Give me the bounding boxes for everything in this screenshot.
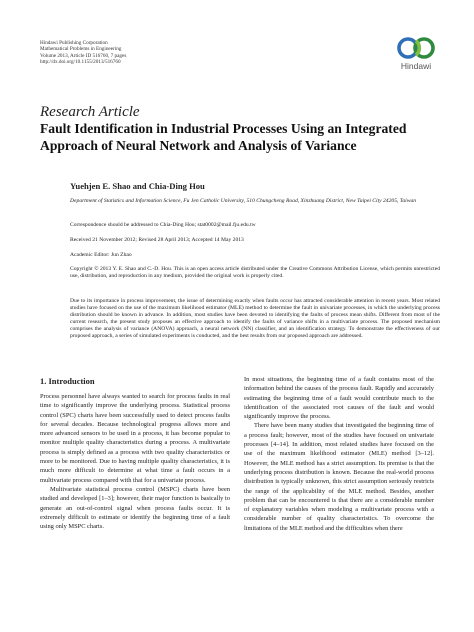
header-line: Hindawi Publishing Corporation [40,40,108,46]
paragraph: There have been many studies that investigated the beginning time of a process fault; however, most of the studies have focused on univariate processes [4–14]. In addition, most related studies have focused on the use of the maximum likelihood estimator (MLE) method [3–12]. However, the MLE method has a strict assumption. Its premise is that the underlying process distribution is known. Because the real-world process distribution is typically unknown, this strict assumption seriously restricts the range of the applicability of the MLE method. Besides, another problem that can be encountered is that there are a considerable number of explanatory variables when modeling a multivariate process with a considerable number of quality characteristics. To overcome the limitations of the MLE method and the difficulties when there [244,422,434,532]
header-line: Mathematical Problems in Engineering [40,46,122,53]
paragraph: Multivariate statistical process control (MSPC) charts have been studied and developed [1–3]; however, their major function is basically to generate an out-of-control signal when process faults occur. It is extremely difficult to estimate or identify the beginning time of a fault using only MSPC charts. [40,485,230,531]
header-line: Volume 2013, Article ID 516760, 7 pages [40,52,127,59]
paragraph: Process personnel have always wanted to search for process faults in real time to significantly improve the underlying process. Statistical process control (SPC) charts have been successfully used to detect process faults for several decades. Because technological progress allows more and more advanced sensors to be used in a process, it has become popular to monitor multiple quality characteristics during a process. A multivariate process is simply defined as a process with two quality characteristics or more to be monitored. Due to having multiple quality characteristics, it is much more difficult to determine at what time a fault occurs in a multivariate process compared with that for a univariate process. [40,393,230,484]
paragraph: In most situations, the beginning time of a fault contains most of the information behind the causes of the process fault. Rapidly and accurately estimating the beginning time of a fault would contribute much to the identification of the associated root causes of the fault and would significantly improve the process. [244,376,434,421]
abstract: Due to its importance in process improvement, the issue of determining exactly when faults occur has attracted considerable attention in recent years. Most related studies have focused on the use of the maximum likelihood estimator (MLE) method to determine the fault in univariate processes, in which the underlying process distribution should be known in advance. In addition, most studies have been devoted to identifying the faults of process mean shifts. Different from most of the current research, the present study proposes an effective approach to identify the faults of variance shifts in a multivariate process. The proposed mechanism comprises the analysis of variance (ANOVA) approach, a neural network (NN) classifier, and an identification strategy. To demonstrate the effectiveness of our proposed approach, a series of simulated experiments is conducted, and the best results from our proposed approach are addressed. [70,298,440,339]
correspondence: Correspondence should be addressed to Chia-Ding Hou; stat0002@mail.fju.edu.tw [70,222,256,228]
authors: Yuehjen E. Shao and Chia-Ding Hou [70,181,205,191]
article-type: Research Article [40,104,140,120]
dates: Received 21 November 2012; Revised 28 April 2013; Accepted 14 May 2013 [70,237,244,243]
publication-header [40,40,126,66]
logo-text: Hindawi [400,61,432,71]
left-column [40,392,230,531]
right-column [244,375,434,533]
copyright: Copyright © 2013 Y. E. Shao and C.-D. Hou. This is an open access article distributed under the Creative Commons Attribution License, which permits unrestricted use, distribution, and reproduction in any medium, provided the original work is properly cited. [70,266,440,279]
doi-link[interactable]: http://dx.doi.org/10.1155/2013/516760 [40,59,121,66]
hindawi-logo [390,36,442,71]
affiliation: Department of Statistics and Information Science, Fu Jen Catholic University, 510 Chungcheng Road, Xinzhuang District, New Taipei City 24205, Taiwan [70,198,417,204]
hindawi-rings-icon [396,36,436,60]
paper-title: Fault Identification in Industrial Processes Using an Integrated Approach of Neural Network and Analysis of Variance [40,121,407,153]
academic-editor: Academic Editor: Jun Zhao [70,252,132,258]
section-title: 1. Introduction [40,376,95,386]
